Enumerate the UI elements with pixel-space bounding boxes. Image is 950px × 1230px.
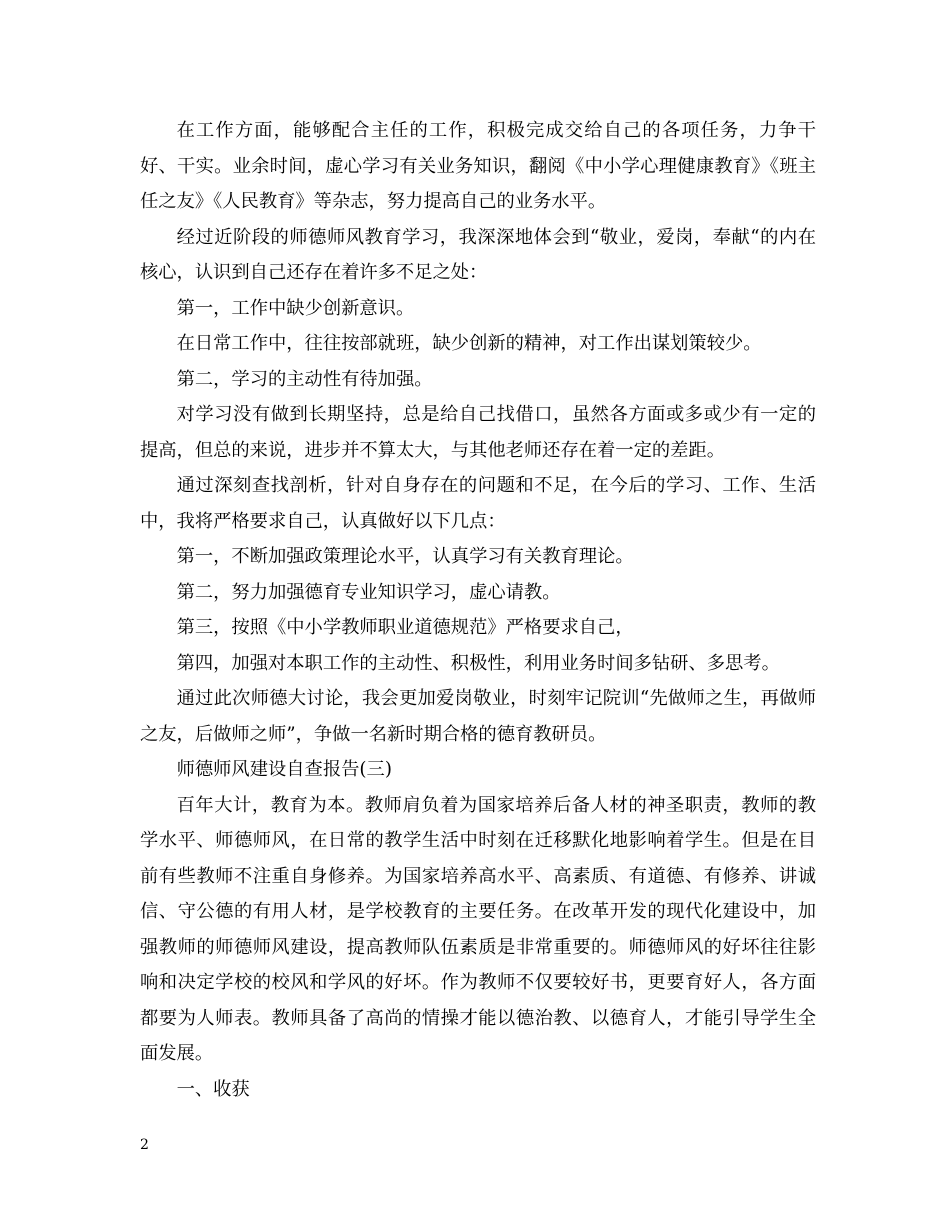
paragraph-shortcoming-1-detail: 在日常工作中，往往按部就班，缺少创新的精神，对工作出谋划策较少。 bbox=[176, 333, 762, 354]
paragraph-shortcoming-2: 第二，学习的主动性有待加强。 bbox=[176, 368, 433, 390]
paragraph-plan-3: 第三，按照《中小学教师职业道德规范》严格要求自己， bbox=[176, 617, 634, 638]
paragraph-work: 在工作方面，能够配合主任的工作，积极完成交给自己的各项任务，力争干好、干实。业余时间，虚心学习有关业务知识，翻阅《中小学心理健康教育》《班主任之友》《人民教育》等杂志，努力提高自己的业务水平。 bbox=[140, 120, 816, 212]
paragraph-plan-4: 第四，加强对本职工作的主动性、积极性，利用业务时间多钻研、多思考。 bbox=[176, 652, 780, 674]
document-body bbox=[140, 113, 816, 1107]
paragraph-shortcoming-1: 第一，工作中缺少创新意识。 bbox=[176, 297, 415, 319]
paragraph-shortcoming-2-detail: 对学习没有做到长期坚持，总是给自己找借口，虽然各方面或多或少有一定的提高，但总的来说，进步并不算太大，与其他老师还存在着一定的差距。 bbox=[140, 404, 816, 461]
paragraph-plan-2: 第二，努力加强德育专业知识学习，虚心请教。 bbox=[176, 581, 561, 603]
page-number: 2 bbox=[140, 1137, 149, 1153]
paragraph-plan-intro: 通过深刻查找剖析，针对自身存在的问题和不足，在今后的学习、工作、生活中，我将严格要求自己，认真做好以下几点： bbox=[140, 475, 816, 532]
paragraph-conclusion: 通过此次师德大讨论，我会更加爱岗敬业，时刻牢记院训“先做师之生，再做师之友，后做师之师”，争做一名新时期合格的德育教研员。 bbox=[140, 688, 816, 745]
subheading-harvest: 一、收获 bbox=[176, 1078, 250, 1100]
section-title: 师德师风建设自查报告(三) bbox=[176, 759, 392, 780]
paragraph-section-intro: 百年大计，教育为本。教师肩负着为国家培养后备人材的神圣职责，教师的教学水平、师德师风，在日常的教学生活中时刻在迁移默化地影响着学生。但是在目前有些教师不注重自身修养。为国家培养高水平、高素质、有道德、有修养、讲诚信、守公德的有用人材，是学校教育的主要任务。在改革开发的现代化建设中，加强教师的师德师风建设，提高教师队伍素质是非常重要的。师德师风的好坏往往影响和决定学校的校风和学风的好坏。作为教师不仅要较好书，更要育好人，各方面都要为人师表。教师具备了高尚的情操才能以德治教、以德育人，才能引导学生全面发展。 bbox=[140, 794, 816, 1064]
paragraph-plan-1: 第一，不断加强政策理论水平，认真学习有关教育理论。 bbox=[176, 546, 634, 567]
paragraph-reflection: 经过近阶段的师德师风教育学习，我深深地体会到“敬业，爱岗，奉献“的内在核心，认识到自己还存在着许多不足之处： bbox=[140, 226, 816, 283]
